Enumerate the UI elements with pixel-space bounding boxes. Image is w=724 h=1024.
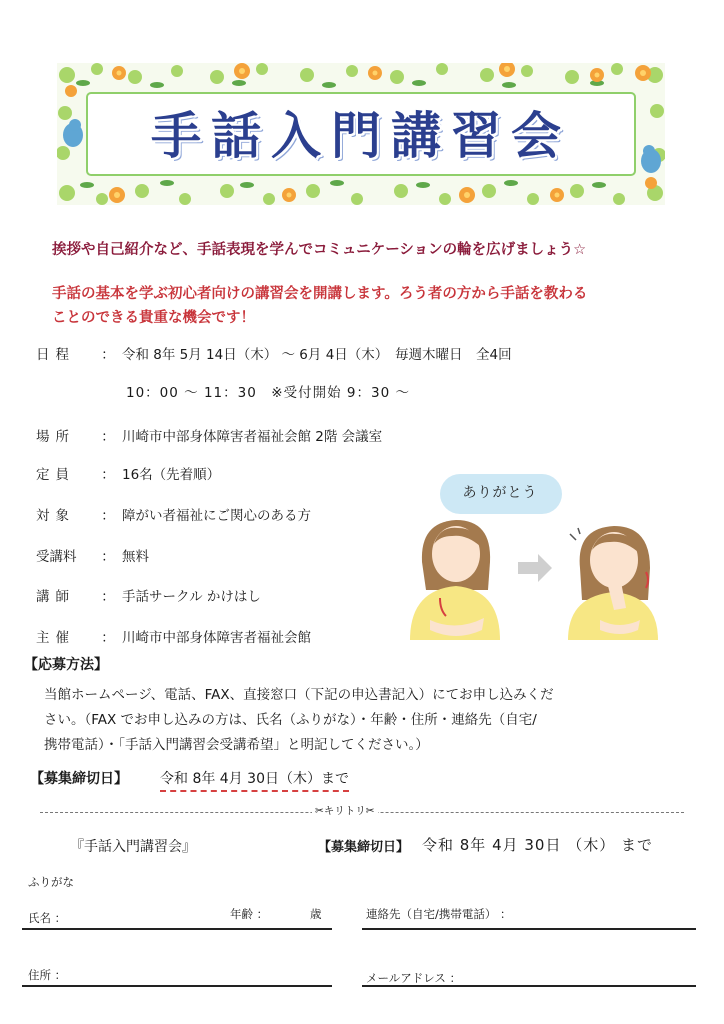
info-label: 対象 (36, 508, 75, 524)
form-deadline-heading: 【募集締切日】 (318, 840, 410, 855)
info-label: 受講料 (36, 549, 77, 565)
application-text: さい。（FAX でお申し込みの方は、氏名（ふりがな）・年齢・住所・連絡先（自宅/ (44, 712, 537, 728)
name-field-line[interactable] (22, 928, 332, 930)
info-row-venue (36, 425, 382, 445)
info-separator: ： (101, 347, 115, 363)
form-title: 『手話入門講習会』 (70, 839, 196, 855)
tagline: 挨拶や自己紹介など、手話表現を学んでコミュニケーションの輪を広げましょう☆ (52, 242, 587, 258)
info-value: 手話サークル かけはし (122, 589, 261, 605)
intro-line: 手話の基本を学ぶ初心者向けの講習会を開講します。ろう者の方から手話を教わる (52, 286, 588, 302)
age-label: 年齢 ： (230, 907, 269, 921)
info-separator: ： (101, 508, 115, 524)
name-label: 氏名 ： (28, 911, 67, 925)
contact-label: 連絡先（自宅/携帯電話） ： (366, 907, 512, 921)
info-value: 川崎市中部身体障害者福祉会館 (122, 630, 311, 646)
info-row-fee (36, 545, 149, 565)
info-row-capacity (36, 463, 220, 483)
info-separator: ： (101, 589, 115, 605)
address-label: 住所 ： (28, 968, 67, 982)
info-separator: ： (101, 429, 115, 445)
info-value: 令和 8年 5月 14日（木） ～ 6月 4日（木） 毎週木曜日 全4回 (122, 347, 512, 363)
furigana-label: ふりがな (28, 875, 74, 889)
deadline-heading: 【募集締切日】 (30, 771, 128, 787)
info-row-schedule (36, 343, 512, 363)
application-text: 当館ホームページ、電話、FAX、直接窓口（下記の申込書記入）にてお申し込みくだ (44, 687, 554, 703)
application-heading: 【応募方法】 (24, 657, 108, 673)
info-value: 無料 (122, 549, 149, 565)
contact-field-line[interactable] (362, 928, 696, 930)
info-value: 16名（先着順） (122, 467, 221, 483)
info-row-target (36, 504, 311, 524)
intro-line: ことのできる貴重な機会です！ (52, 310, 255, 326)
email-field-line[interactable] (362, 985, 696, 987)
application-text: 携帯電話）・「手話入門講習会受講希望」と明記してください。） (44, 737, 429, 753)
info-label: 講師 (36, 589, 75, 605)
cut-label: ✂キリトリ✂ (312, 803, 378, 818)
deadline-value: 令和 8年 4月 30日（木）まで (160, 768, 349, 792)
email-label: メールアドレス ： (366, 971, 462, 985)
info-value: 川崎市中部身体障害者福祉会館 2階 会議室 (122, 429, 383, 445)
info-row-time: 10：00 ～ 11：30 ※受付開始 9：30 ～ (126, 385, 410, 401)
speech-bubble-text: ありがとう (462, 485, 538, 501)
info-label: 場所 (36, 429, 75, 445)
info-row-lecturer (36, 585, 261, 605)
info-value: 障がい者福祉にご関心のある方 (122, 508, 311, 524)
page-title: 手話入門講習会 (151, 107, 571, 165)
info-separator: ： (101, 549, 115, 565)
info-label: 日程 (36, 347, 75, 363)
info-separator: ： (101, 630, 115, 646)
info-row-host (36, 626, 311, 646)
info-separator: ： (101, 467, 115, 483)
address-field-line[interactable] (22, 985, 332, 987)
info-label: 定員 (36, 467, 75, 483)
age-unit: 歳 (310, 907, 322, 921)
form-deadline-value: 令和 8年 4月 30日 （木） まで (422, 836, 654, 854)
info-label: 主催 (36, 630, 75, 646)
